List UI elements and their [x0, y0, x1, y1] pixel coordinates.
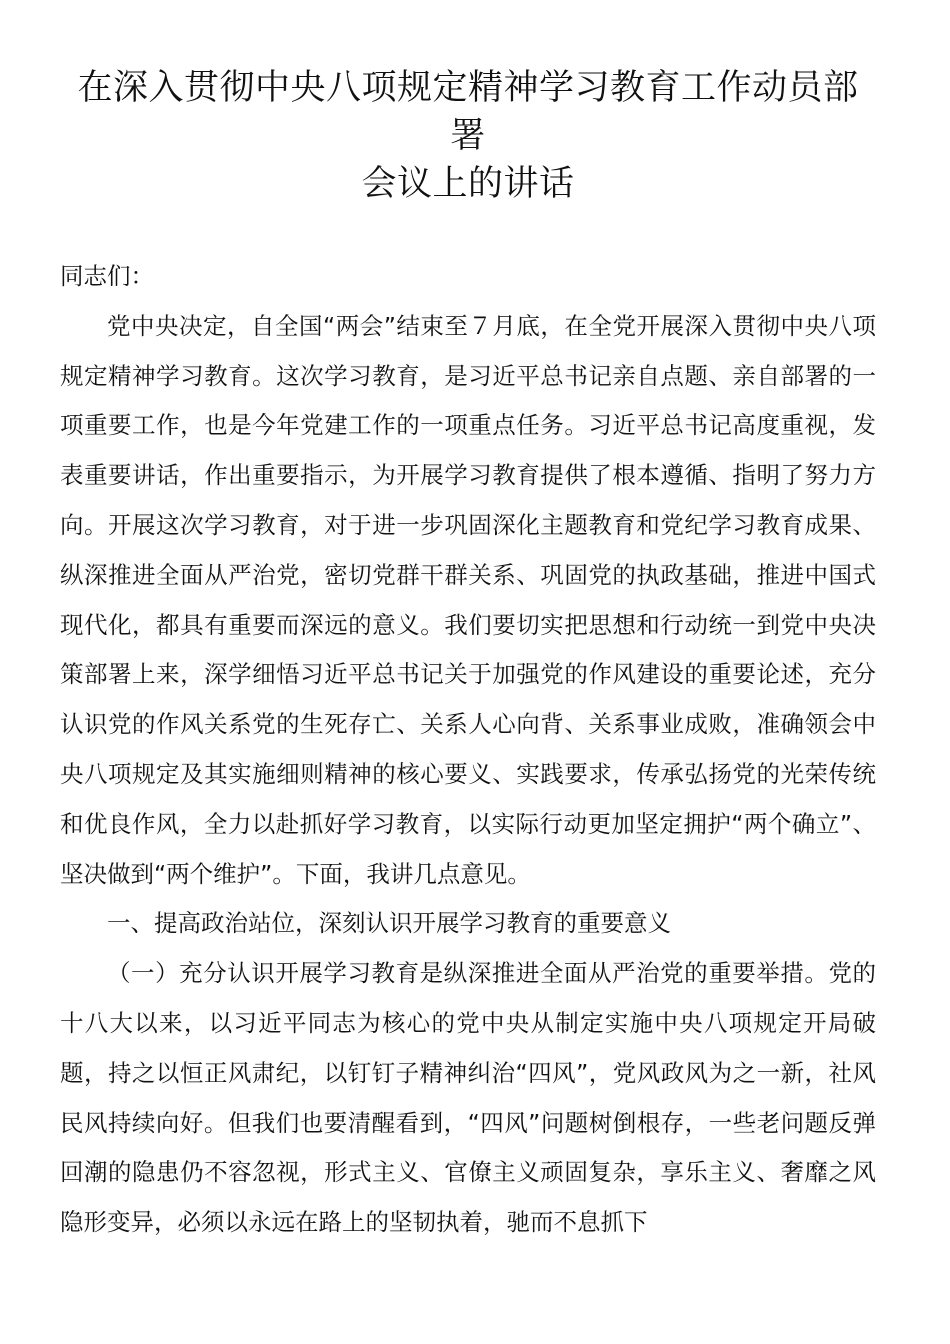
document-body	[60, 252, 876, 1248]
title-line-2: 会议上的讲话	[361, 164, 575, 204]
title-line-1: 在深入贯彻中央八项规定精神学习教育工作动员部署	[77, 68, 859, 156]
section-1-paragraph-1: （一）充分认识开展学习教育是纵深推进全面从严治党的重要举措。党的十八大以来，以习近平同志为核心的党中央从制定实施中央八项规定开局破题，持之以恒正风肃纪，以钉钉子精神纠治“四风”，党风政风为之一新，社风民风持续向好。但我们也要清醒看到，“四风”问题树倒根存，一些老问题反弹回潮的隐患仍不容忽视，形式主义、官僚主义顽固复杂，享乐主义、奢靡之风隐形变异，必须以永远在路上的坚韧执着，驰而不息抓下	[60, 959, 876, 1237]
section-heading-1: 一、提高政治站位，深刻认识开展学习教育的重要意义	[107, 909, 671, 938]
intro-paragraph: 党中央决定，自全国“两会”结束至７月底，在全党开展深入贯彻中央八项规定精神学习教育。这次学习教育，是习近平总书记亲自点题、亲自部署的一项重要工作，也是今年党建工作的一项重点任务。习近平总书记高度重视，发表重要讲话，作出重要指示，为开展学习教育提供了根本遵循、指明了努力方向。开展这次学习教育，对于进一步巩固深化主题教育和党纪学习教育成果、纵深推进全面从严治党，密切党群干群关系、巩固党的执政基础，推进中国式现代化，都具有重要而深远的意义。我们要切实把思想和行动统一到党中央决策部署上来，深学细悟习近平总书记关于加强党的作风建设的重要论述，充分认识党的作风关系党的生死存亡、关系人心向背、关系事业成败，准确领会中央八项规定及其实施细则精神的核心要义、实践要求，传承弘扬党的光荣传统和优良作风，全力以赴抓好学习教育，以实际行动更加坚定拥护“两个确立”、坚决做到“两个维护”。下面，我讲几点意见。	[60, 311, 876, 888]
document-title	[60, 64, 876, 208]
salutation: 同志们：	[60, 262, 154, 290]
